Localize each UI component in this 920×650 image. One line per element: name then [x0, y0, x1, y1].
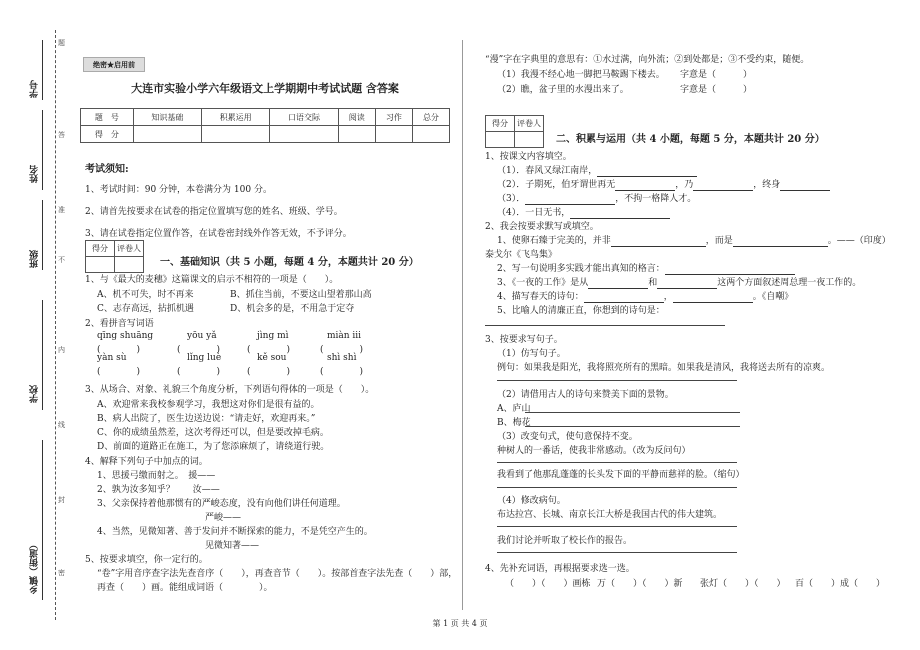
question: 2、看拼音写词语: [85, 319, 154, 329]
label-class: 班级: [30, 250, 40, 268]
question: 3、按要求写句子。: [485, 335, 563, 345]
label-student-id: 学号: [30, 80, 40, 98]
blank[interactable]: [693, 180, 753, 191]
score-cell[interactable]: [202, 126, 270, 143]
blank[interactable]: [525, 194, 615, 205]
idiom-fill[interactable]: 万（ ）（ ）新: [597, 579, 683, 589]
grader-score-cell[interactable]: [86, 257, 115, 273]
fill-text: ，不拘一格降人才。: [615, 194, 697, 204]
fill-text: 5、比喻人的清廉正直，你想到的诗句是：: [497, 306, 665, 316]
option: D、前面的道路正在施工，为了您添麻烦了，请绕道行驶。: [97, 442, 330, 452]
pinyin: jìng mì: [257, 331, 289, 341]
grader-name-label: 评卷人: [115, 241, 144, 257]
example: 例句：如果我是阳光，我将照亮所有的黑暗。如果我是清风，我将送去所有的凉爽。: [497, 363, 831, 373]
page-title: 大连市实验小学六年级语文上学期期中考试试题 含答案: [131, 82, 399, 95]
grader-box-1: [85, 240, 144, 273]
grader-score-label: 得分: [486, 116, 515, 132]
pinyin-answer-box[interactable]: ( ): [97, 367, 141, 377]
fill-line: [497, 163, 697, 177]
pinyin-answer-box[interactable]: ( ): [177, 345, 221, 355]
option: B、病人出院了，医生边送边说：“请走好，欢迎再来。”: [97, 414, 316, 424]
option: C、志存高远，拈抓机遇: [97, 304, 194, 314]
fill-text: 1、使卵石臻于完美的，并非: [497, 236, 611, 246]
sub-question: （2）瞧，盆子里的水漫出来了。: [497, 85, 629, 95]
question: 5、按要求填空，你一定行的。: [85, 555, 208, 565]
sub-question: 1、思援弓缴而射之。 援——: [97, 471, 216, 481]
option: A、机不可失，时不再来: [97, 290, 194, 300]
seal-mark-ti: 题: [58, 39, 65, 47]
pinyin: qīng shuāng: [97, 331, 154, 341]
idiom-fill[interactable]: （ ）（ ）画栋: [505, 579, 591, 589]
seal-mark-xian: 线: [58, 421, 65, 429]
answer-line[interactable]: [497, 552, 737, 553]
sub-question: 3、父亲保持着他那惯有的严峻态度，没有向他们讲任何道理。: [97, 499, 346, 509]
question: 4、先补充词语，再根据要求选一选。: [485, 564, 635, 574]
pinyin-answer-box[interactable]: ( ): [247, 345, 291, 355]
pinyin: kě sou: [257, 353, 287, 363]
township-line: [42, 440, 43, 600]
answer-line[interactable]: [497, 487, 737, 488]
blank[interactable]: [611, 236, 706, 247]
score-cell[interactable]: [375, 126, 412, 143]
seal-mark-da: 答: [58, 131, 65, 139]
label-school: 学校: [30, 385, 40, 403]
fill-line: [497, 275, 861, 289]
pinyin-answer-box[interactable]: ( ): [177, 367, 221, 377]
question: 3、从场合、对象、礼貌三个角度分析，下列语句得体的一项是（ ）。: [85, 385, 375, 395]
score-header-cell: 积累运用: [202, 109, 270, 126]
blank[interactable]: [657, 278, 717, 289]
pinyin-answer-box[interactable]: ( ): [320, 345, 364, 355]
fill-line: [497, 303, 665, 316]
score-cell[interactable]: [270, 126, 338, 143]
pinyin: yàn sù: [97, 353, 127, 363]
fill-text: 4、描写春天的诗句：: [497, 292, 584, 302]
question: 4、解释下列句子中加点的词。: [85, 457, 208, 467]
secret-badge: 绝密★启用前: [83, 57, 145, 72]
option: A、庐山: [497, 404, 531, 414]
sub-question: 布达拉宫、长城、南京长江大桥是我国古代的伟大建筑。: [497, 510, 723, 520]
blank[interactable]: [665, 264, 795, 275]
sub-question: （1）仿写句子。: [497, 349, 566, 359]
score-header-cell: 知识基础: [133, 109, 201, 126]
fill-line: [497, 191, 696, 205]
question: 1、按课文内容填空。: [485, 152, 572, 162]
score-row-label: 得 分: [81, 126, 134, 143]
score-header-cell: 阅读: [338, 109, 375, 126]
fill-text: ，终身: [753, 180, 781, 190]
fill-text: ，乃: [675, 180, 694, 190]
school-line: [42, 300, 43, 410]
fill-text: ，而是: [705, 236, 733, 246]
blank[interactable]: [673, 292, 753, 303]
sub-question: “卷”字用音序查字法先查音序（ ），再查音节（ ）。按部首查字法先查（ ）部，: [97, 569, 458, 579]
score-table: [80, 108, 450, 143]
sub-question: 2、孰为汝多知乎？ 汝——: [97, 485, 220, 495]
seal-mark-mi: 密: [58, 569, 65, 577]
score-header-cell: 习作: [375, 109, 412, 126]
section-1-heading: 一、基础知识（共 5 小题，每题 4 分，本题共计 20 分）: [160, 257, 419, 268]
score-header-cell: 题 号: [81, 109, 134, 126]
answer-line[interactable]: [525, 412, 740, 413]
grader-box-2: [485, 115, 544, 148]
sub-question: 4、当然，见微知著、善于发问并不断探索的能力，不是凭空产生的。: [97, 527, 373, 537]
sub-question: 我们讨论并听取了校长作的报告。: [497, 536, 633, 546]
seal-mark-bu: 不: [58, 256, 65, 264]
name-line: [42, 110, 43, 190]
answer-line[interactable]: [485, 325, 725, 326]
section-2-heading: 二、积累与运用（共 4 小题，每题 5 分，本题共计 20 分）: [556, 134, 825, 145]
idiom-fill[interactable]: 张灯（ ）（ ）: [700, 579, 786, 589]
fill-text: 2、写一句说明多实践才能出真知的格言：: [497, 264, 665, 274]
pinyin: shì shì: [327, 353, 357, 363]
blank[interactable]: [780, 180, 830, 191]
blank[interactable]: [615, 180, 675, 191]
grader-score-label: 得分: [86, 241, 115, 257]
answer-line[interactable]: [525, 426, 740, 427]
blank[interactable]: [597, 166, 697, 177]
answer-line[interactable]: [497, 462, 737, 463]
column-divider: [462, 40, 463, 610]
score-cell[interactable]: [412, 126, 449, 143]
blank[interactable]: [570, 208, 670, 219]
blank[interactable]: [588, 278, 648, 289]
score-cell[interactable]: [133, 126, 201, 143]
score-cell[interactable]: [338, 126, 375, 143]
notice-item: 2、请首先按要求在试卷的指定位置填写您的姓名、班级、学号。: [85, 207, 343, 217]
class-line: [42, 200, 43, 270]
label-name: 姓名: [30, 165, 40, 183]
grader-score-cell[interactable]: [486, 132, 515, 148]
grader-name-cell[interactable]: [115, 257, 144, 273]
grader-name-label: 评卷人: [515, 116, 544, 132]
option: B、梅花: [497, 418, 531, 428]
sub-question: 我看到了他那乱蓬蓬的长头发下面的平静而慈祥的脸。（缩句）: [497, 470, 745, 480]
fill-text: 泰戈尔《飞鸟集》: [485, 250, 558, 260]
answer-slot[interactable]: 字意是（ ）: [680, 85, 753, 95]
fill-line: [497, 177, 830, 191]
fill-line: [497, 261, 795, 275]
binding-dashed-line: [55, 30, 56, 620]
pinyin-answer-box[interactable]: ( ): [320, 367, 364, 377]
blank[interactable]: [733, 236, 828, 247]
fill-line: [497, 233, 891, 247]
question: 1、与《最大的麦穗》这篇课文的启示不相符的一项是（ ）。: [85, 275, 339, 285]
sub-answer: 见微知著——: [205, 541, 260, 551]
seal-mark-feng: 封: [58, 496, 65, 504]
idiom-fill[interactable]: 百（ ）成（ ）: [795, 579, 886, 589]
fill-text: （3）．: [497, 194, 526, 204]
fill-text: 。——（印度）: [827, 236, 891, 246]
sub-question: （3）改变句式，使句意保持不变。: [497, 432, 638, 442]
option: C、你的成绩虽然差，这次考得还可以，但是要改掉毛病。: [97, 428, 329, 438]
sub-question: （2）请借用古人的诗句来赞美下面的景物。: [497, 390, 674, 400]
fill-line: 4、描写春天的诗句： ， 。《自嘲》: [497, 292, 794, 302]
score-header-cell: 总分: [412, 109, 449, 126]
fill-text: （2）．子期死，伯牙谓世再无: [497, 180, 616, 190]
fill-text: 和: [648, 278, 658, 288]
fill-text: （4）．一日无书，: [497, 208, 571, 218]
option: B、抓住当前，不要这山望着那山高: [230, 290, 372, 300]
pinyin-answer-box[interactable]: ( ): [97, 345, 141, 355]
sub-question: （4）修改病句。: [497, 496, 566, 506]
pinyin: miàn ⅲ: [327, 331, 362, 341]
option: A、欢迎常来我校参观学习，我想这对你们是很有益的。: [97, 400, 320, 410]
seal-mark-zhun: 准: [58, 206, 65, 214]
answer-line[interactable]: [497, 526, 737, 527]
label-township: 乡镇（街道）: [30, 540, 40, 594]
answer-slot[interactable]: 字意是（ ）: [680, 70, 753, 80]
pinyin: lǐng luè: [187, 353, 222, 363]
blank[interactable]: [584, 292, 664, 303]
sub-question: 种树人的一番话，使我非常感动。（改为反问句）: [497, 446, 691, 456]
answer-line[interactable]: [497, 380, 737, 381]
sub-question: （1）我漫不经心地一脚把马鞍踢下楼去。: [497, 70, 665, 80]
fill-line: [497, 205, 670, 219]
fill-text: （1）．春风又绿江南岸，: [497, 166, 598, 176]
grader-name-cell[interactable]: [515, 132, 544, 148]
sub-answer: 严峻——: [205, 513, 242, 523]
notice-item: 1、考试时间：90 分钟，本卷满分为 100 分。: [85, 185, 272, 195]
sub-question: 再查（ ）画。能组成词语（ ）。: [97, 583, 273, 593]
fill-text: 这两个方面叙述周总理一夜工作的。: [717, 278, 862, 288]
notice-heading: 考试须知:: [85, 164, 129, 175]
page-footer: 第 1 页 共 4 页: [432, 619, 488, 628]
pinyin: yōu yǎ: [187, 331, 217, 341]
pinyin-answer-box[interactable]: ( ): [247, 367, 291, 377]
seal-mark-nei: 内: [58, 346, 65, 354]
fill-text: 。《自嘲》: [752, 292, 794, 302]
score-header-cell: 口语交际: [270, 109, 338, 126]
text-line: “漫”字在字典里的意思有：①水过满，向外流；②到处都是；③不受约束，随便。: [485, 55, 810, 65]
student-id-line: [42, 40, 43, 100]
notice-item: 3、请在试卷指定位置作答，在试卷密封线外作答无效，不予评分。: [85, 229, 352, 239]
fill-text: 3、《一夜的工作》是从: [497, 278, 589, 288]
question: 2、我会按要求默写或填空。: [485, 222, 599, 232]
option: D、机会多的是，不用急于定夺: [230, 304, 355, 314]
